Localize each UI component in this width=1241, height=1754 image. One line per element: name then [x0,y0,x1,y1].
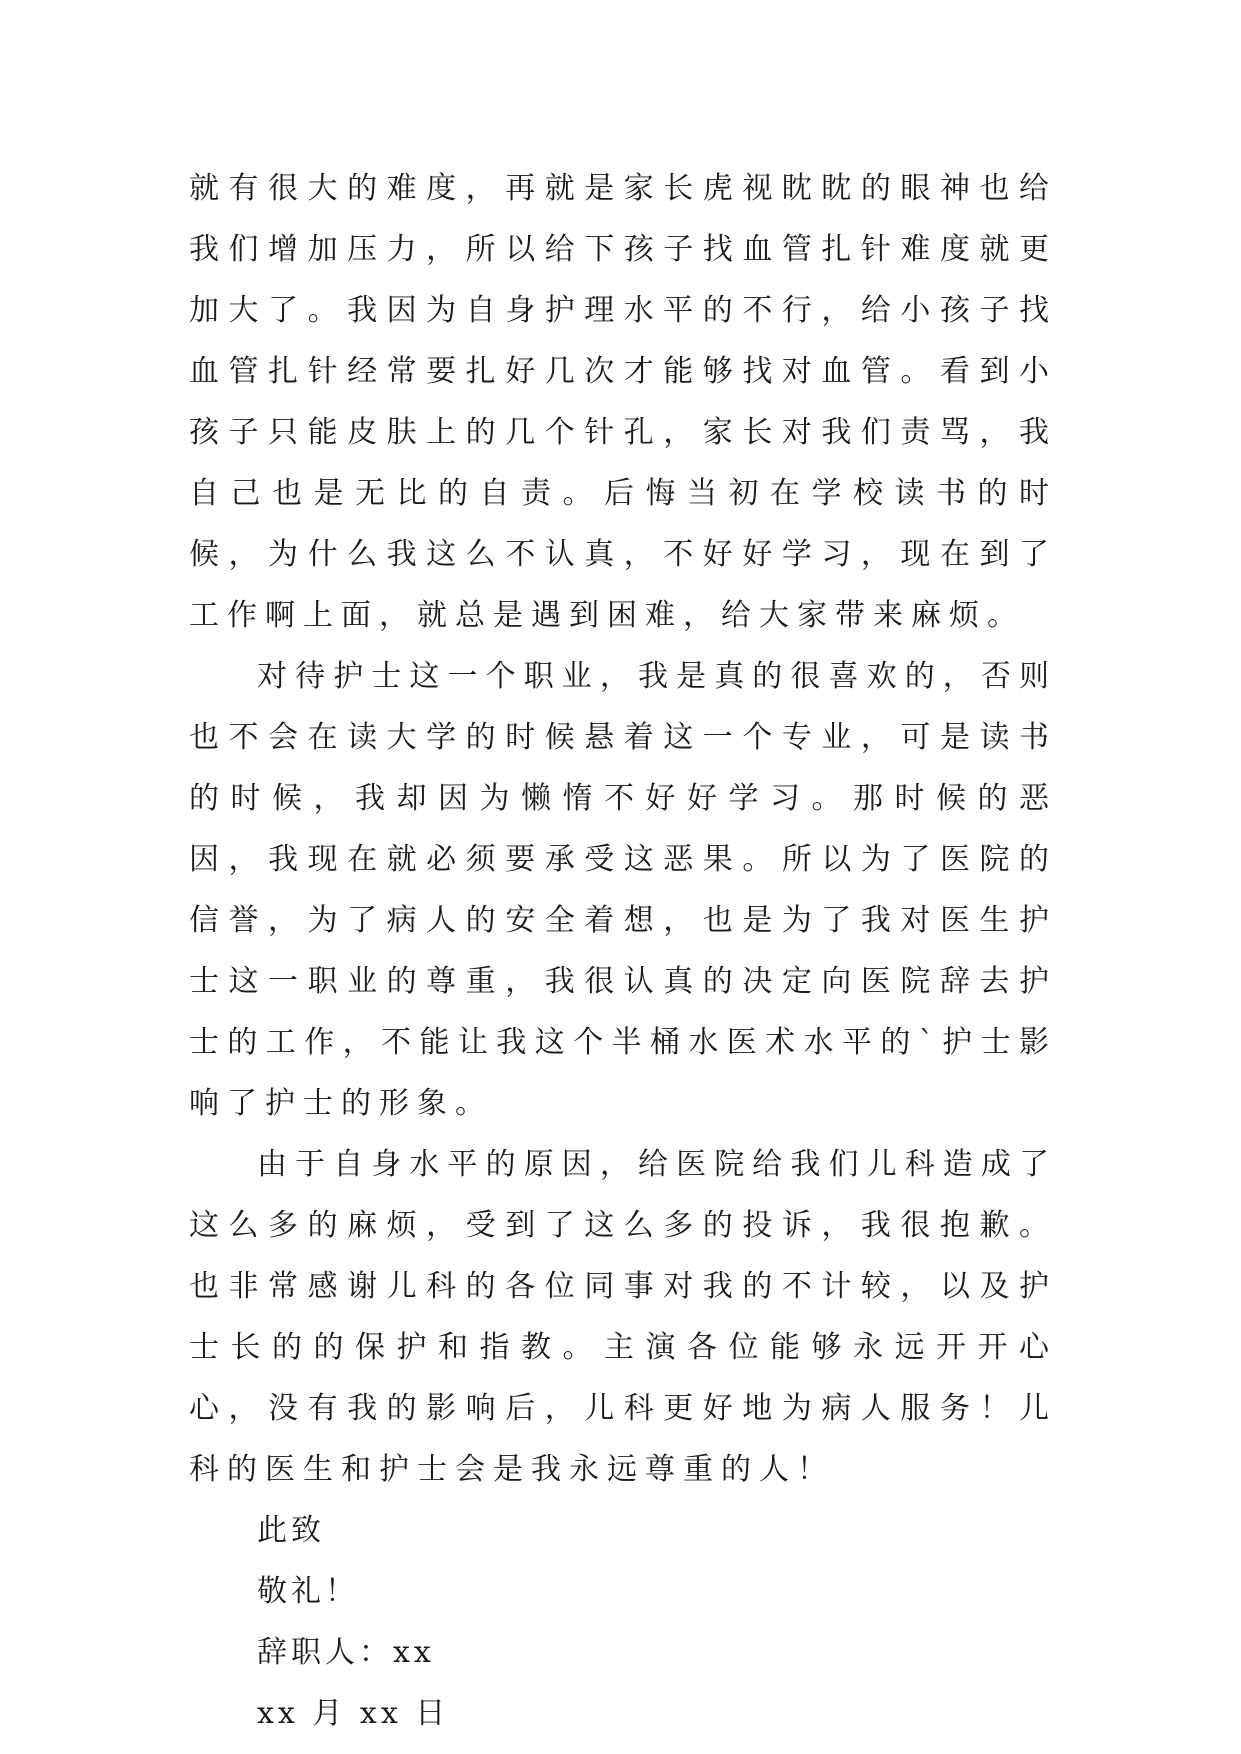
letter-body [189,158,1057,1744]
closing-salutation: 此致 [257,1513,325,1548]
closing-block [189,1500,1057,1744]
date-line: xx 月 xx 日 [257,1696,450,1731]
paragraph-continuation: 就有很大的难度，再就是家长虎视眈眈的眼神也给我们增加压力，所以给下孩子找血管扎针难度就更加大了。我因为自身护理水平的不行，给小孩子找血管扎针经常要扎好几次才能够找对血管。看到小孩子只能皮肤上的几个针孔，家长对我们责骂，我自己也是无比的自责。后悔当初在学校读书的时候，为什么我这么不认真，不好好学习，现在到了工作啊上面，就总是遇到困难，给大家带来麻烦。 [189,171,1057,633]
closing-regards: 敬礼！ [257,1574,359,1609]
signature-line: 辞职人：xx [257,1635,435,1670]
paragraph-career: 对待护士这一个职业，我是真的很喜欢的，否则也不会在读大学的时候悬着这一个专业，可是读书的时候，我却因为懒惰不好好学习。那时候的恶因，我现在就必须要承受这恶果。所以为了医院的信誉，为了病人的安全着想，也是为了我对医生护士这一职业的尊重，我很认真的决定向医院辞去护士的工作，不能让我这个半桶水医术水平的`护士影响了护士的形象。 [189,659,1057,1121]
paragraph-apology: 由于自身水平的原因，给医院给我们儿科造成了这么多的麻烦，受到了这么多的投诉，我很抱歉。也非常感谢儿科的各位同事对我的不计较，以及护士长的的保护和指教。主演各位能够永远开开心心，没有我的影响后，儿科更好地为病人服务！儿科的医生和护士会是我永远尊重的人！ [189,1147,1057,1487]
